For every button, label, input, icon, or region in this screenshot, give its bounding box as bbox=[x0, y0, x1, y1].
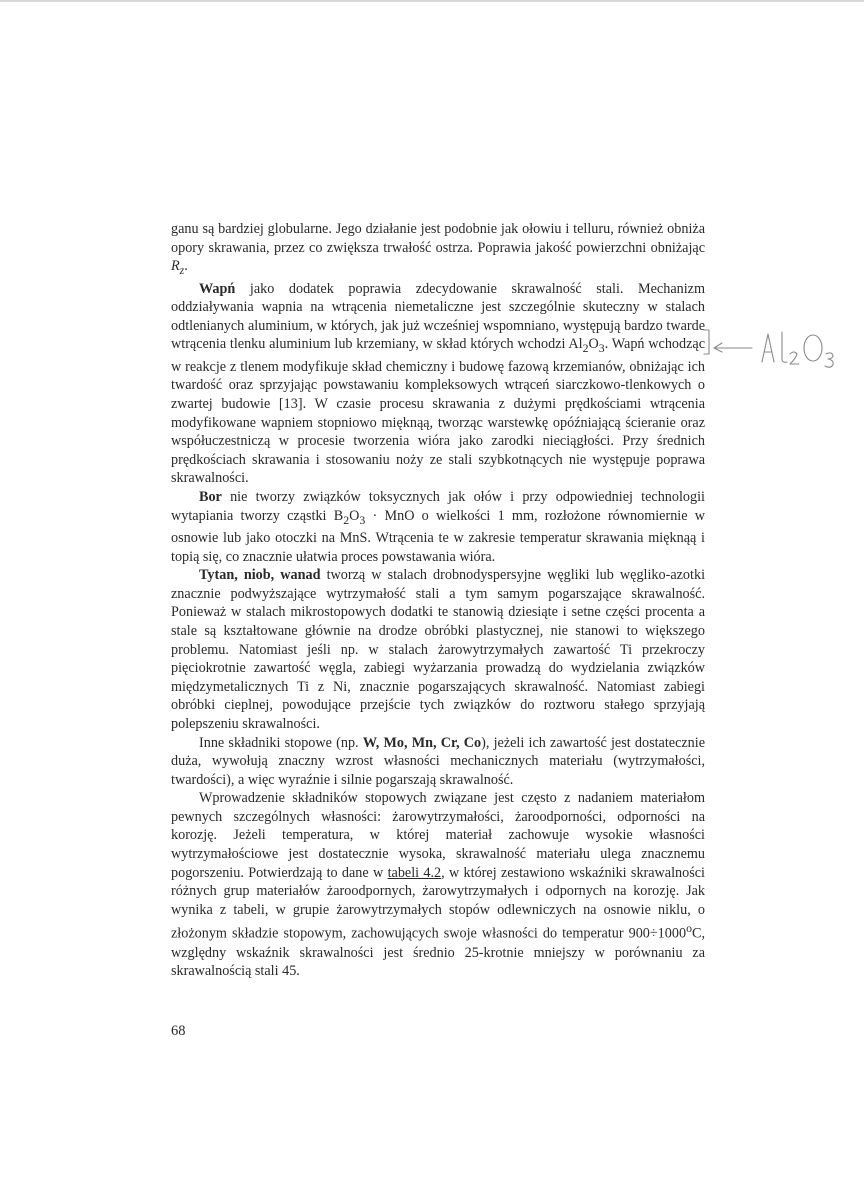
subscript: 3 bbox=[598, 341, 605, 356]
text-run: nie tworzy związków toksycznych jak ołów i przy odpowiedniej technologii wytapiania tworzy cząstki B bbox=[171, 488, 705, 524]
handwritten-annotation bbox=[702, 326, 862, 372]
subscript: 2 bbox=[343, 512, 350, 527]
paragraph-calcium bbox=[171, 280, 705, 488]
text-run: ganu są bardziej globularne. Jego działanie jest podobnie jak ołowiu i telluru, również obniża opory skrawania, przez co zwiększa trwałość ostrza. Poprawia jakość powierzchni obniżając bbox=[171, 221, 705, 256]
bold-term: Wapń bbox=[199, 280, 236, 297]
body-text bbox=[171, 220, 705, 981]
bold-term: Tytan, niob, wanad bbox=[199, 567, 321, 584]
paragraph-continuation bbox=[171, 220, 705, 280]
subscript: 3 bbox=[359, 512, 366, 527]
bold-term: W, Mo, Mn, Cr, Co bbox=[362, 734, 482, 751]
paragraph-alloying-properties bbox=[171, 789, 705, 981]
text-run: · MnO o wielkości 1 mm, rozłożone równomiernie w osnowie lub jako otoczki na MnS. Wtrącenia te w zakresie temperatur skrawania mięknąą i topią się, co znacznie ułatwia proces powstawania wióra. bbox=[171, 507, 706, 565]
table-reference: tabeli 4.2 bbox=[387, 864, 442, 881]
superscript: o bbox=[686, 921, 692, 936]
text-run: , w której zestawiono wskaźniki skrawalności różnych grup materiałów żaroodpornych, żarowytrzymałych i odpornych na korozję. Jak wynika z tabeli, w grupie żarowytrzymałych stopów odlewniczych na osnowie niklu, o złożonym składzie stopowym, zachowujących swoje własności do temperatur 900÷1000 bbox=[171, 864, 705, 943]
text-run: tworzą w stalach drobnodyspersyjne węgliki lub węgliko-azotki znacznie podwyższające wytrzymałość stali a tym samym pogarszające skrawalność. Ponieważ w stalach mikrostopowych dodatki te stanowią dziesiąte i setne części procenta a stale są kształtowane głównie na drodze obróbki plastycznej, nie stanowi to większego problemu. Natomiast jeśli np. w stalach żarowytrzymałych zawartość Ti przekroczy pięciokrotnie zawartość węgla, zabiegi wyżarzania prowadzą do wydzielania związków międzymetalicznych Ti z Ni, znacznie pogarszających skrawalność. Natomiast zabiegi obróbki cieplnej, powodujące przejście tych związków do roztworu stałego sprzyjają polepszeniu skrawalności. bbox=[171, 567, 706, 732]
text-run: ), jeżeli ich zawartość jest dostatecznie duża, wywołują znaczny wzrost własności mechanicznych materiału (wytrzymałości, twardości), a więc wyraźnie i silnie pogarszają skrawalność. bbox=[171, 734, 705, 788]
italic-symbol: R bbox=[171, 258, 180, 275]
text-run: O bbox=[349, 507, 360, 524]
paragraph-other-alloying-elements bbox=[171, 734, 705, 790]
text-run: O bbox=[588, 336, 599, 353]
text-run: jako dodatek poprawia zdecydowanie skrawalność stali. Mechanizm oddziaływania wapnia na wtrącenia niemetaliczne jest szczególnie skuteczny w stalach odtlenianych aluminium, w których, jak już wcześniej wspomniano, występują bardzo twarde wtrącenia tlenku aluminium lub krzemiany, w skład których wchodzi Al bbox=[171, 280, 705, 353]
text-run: . Wapń wchodząc w reakcje z tlenem modyfikuje skład chemiczny i budowę fazową krzemianów, obniżając ich twardość oraz sprzyjając powstawaniu kompleksowych wtrąceń siarczkowo-tlenkowych o zwartej budowie [13]. W czasie procesu skrawania z dużymi prędkościami wtrącenia modyfikowane wapniem stopniowo mięknąą, tworząc warstewkę opóźniającą ścieranie oraz współuczestniczą w procesie tworzenia wióra jako zarodki nieciągłości. Przy średnich prędkościach skrawania i stosowaniu noży ze stali szybkotnących nie występuje poprawa skrawalności. bbox=[171, 336, 705, 487]
page-number: 68 bbox=[171, 1023, 186, 1039]
bold-term: Bor bbox=[199, 488, 222, 505]
paragraph-titanium-niobium-vanadium bbox=[171, 566, 705, 733]
text-run: . bbox=[184, 258, 188, 275]
text-run: C, względny wskaźnik skrawalności jest średnio 25-krotnie mniejszy w porównaniu za skrawalnością stali 45. bbox=[171, 926, 705, 980]
text-run: Inne składniki stopowe (np. bbox=[199, 734, 363, 751]
subscript: 2 bbox=[582, 341, 589, 356]
paragraph-boron bbox=[171, 488, 705, 566]
subscript: z bbox=[179, 263, 185, 278]
text-run: Wprowadzenie składników stopowych związane jest często z nadaniem materiałom pewnych szczególnych własności: żarowytrzymałości, żaroodporności, odporności na korozję. Jeżeli temperatura, w której materiał zachowuje wysokie własności wytrzymałościowe jest dostatecznie wysoka, skrawalność materiału ulega znacznemu pogorszeniu. Potwierdzają to dane w bbox=[171, 790, 705, 881]
handwritten-al2o3-note bbox=[702, 326, 862, 372]
